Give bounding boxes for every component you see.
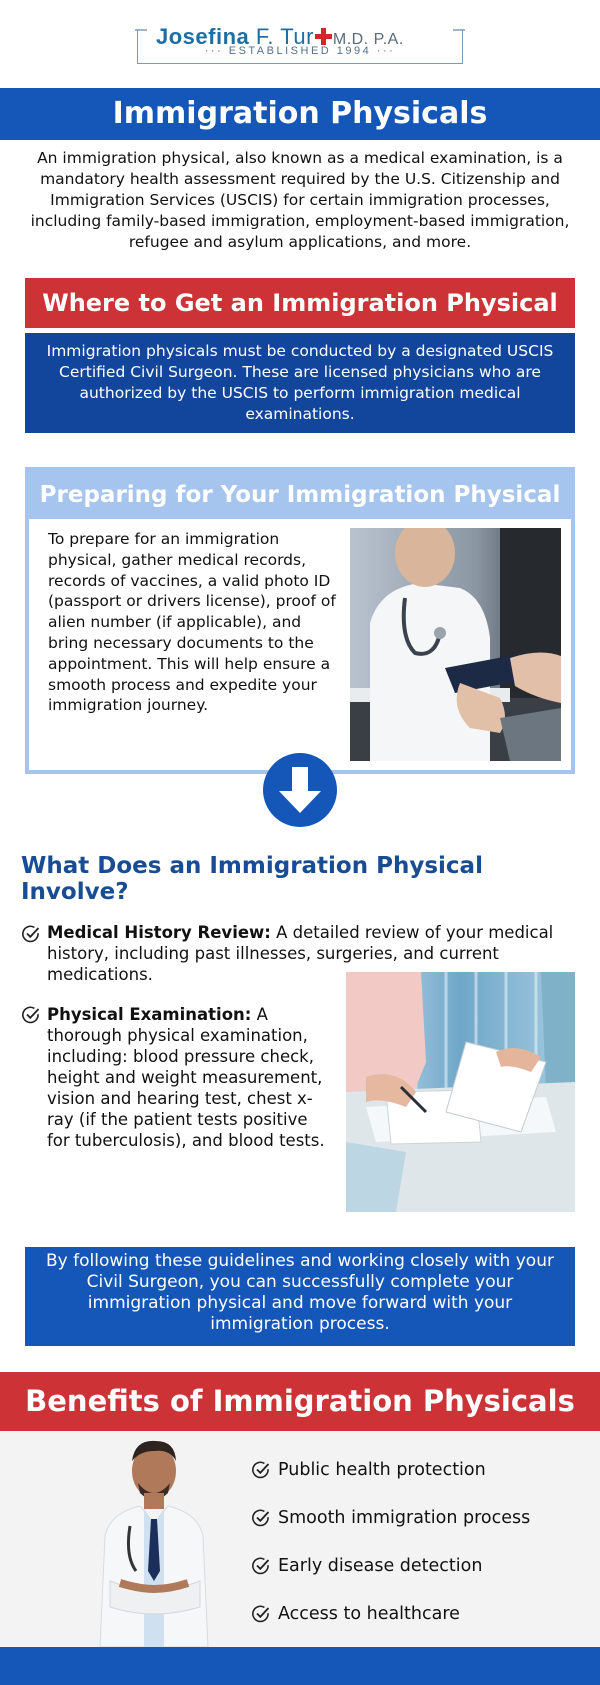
involve-item-text: A detailed review of your medical history, including past illnesses, surgeries, and current medications. [47,923,554,984]
benefit-item: Smooth immigration process [278,1508,531,1528]
logo-suffix: M.D. P.A. [332,31,404,48]
logo-last-name: F. Tur [255,24,314,49]
involve-item-exam [47,1004,332,1151]
plus-cross-icon [315,28,332,45]
involve-item-text: A thorough physical examination, including: blood pressure check, height and weight measurement, vision and hearing test, chest x-ray (if the patient tests positive for tuberculosis), and blood tests. [47,1005,325,1150]
preparing-text: To prepare for an immigration physical, gather medical records, records of vaccines, a valid photo ID (passport or drivers license), proof of alien number (if applicable), and bring necessary documents to the appointment. This will help ensure a smooth process and expedite your immigration journey. [48,530,336,715]
check-circle-icon [21,1005,41,1025]
preparing-section [25,467,575,774]
where-title: Where to Get an Immigration Physical [25,278,575,328]
preparing-title: Preparing for Your Immigration Physical [29,471,571,519]
check-circle-icon [21,924,41,944]
doctor-portrait-photo [80,1431,230,1647]
involve-title: What Does an Immigration Physical Involve? [21,853,483,905]
involve-item-label: Medical History Review: [47,923,271,942]
benefit-item: Public health protection [278,1460,486,1480]
logo-first-name: Josefina [156,24,250,49]
page-title: Immigration Physicals [0,88,600,140]
doctor-consultation-photo [346,972,575,1212]
down-arrow-icon [263,753,337,827]
closing-text: By following these guidelines and working closely with your Civil Surgeon, you can successfully complete your immigration physical and move forward with your immigration process. [25,1247,575,1346]
where-text: Immigration physicals must be conducted by a designated USCIS Certified Civil Surgeon. These are licensed physicians who are authorized by the USCIS to perform immigration medical examinations. [25,333,575,433]
logo-established: ··· ESTABLISHED 1994 ··· [204,45,396,57]
check-circle-icon [251,1556,271,1576]
benefits-title: Benefits of Immigration Physicals [0,1372,600,1431]
benefits-section [0,1431,600,1647]
doctor-handing-documents-photo [350,528,561,761]
check-circle-icon [251,1508,271,1528]
logo-frame [137,24,463,64]
check-circle-icon [251,1460,271,1480]
involve-item-label: Physical Examination: [47,1005,252,1024]
benefit-item: Access to healthcare [278,1604,460,1624]
footer-bar [0,1647,600,1685]
intro-text: An immigration physical, also known as a medical examination, is a mandatory health assessment required by the U.S. Citizenship and Immigration Services (USCIS) for certain immigration processes, including family-based immigration, employment-based immigration, refugee and asylum applications, and more. [30,149,570,251]
check-circle-icon [251,1604,271,1624]
benefit-item: Early disease detection [278,1556,483,1576]
